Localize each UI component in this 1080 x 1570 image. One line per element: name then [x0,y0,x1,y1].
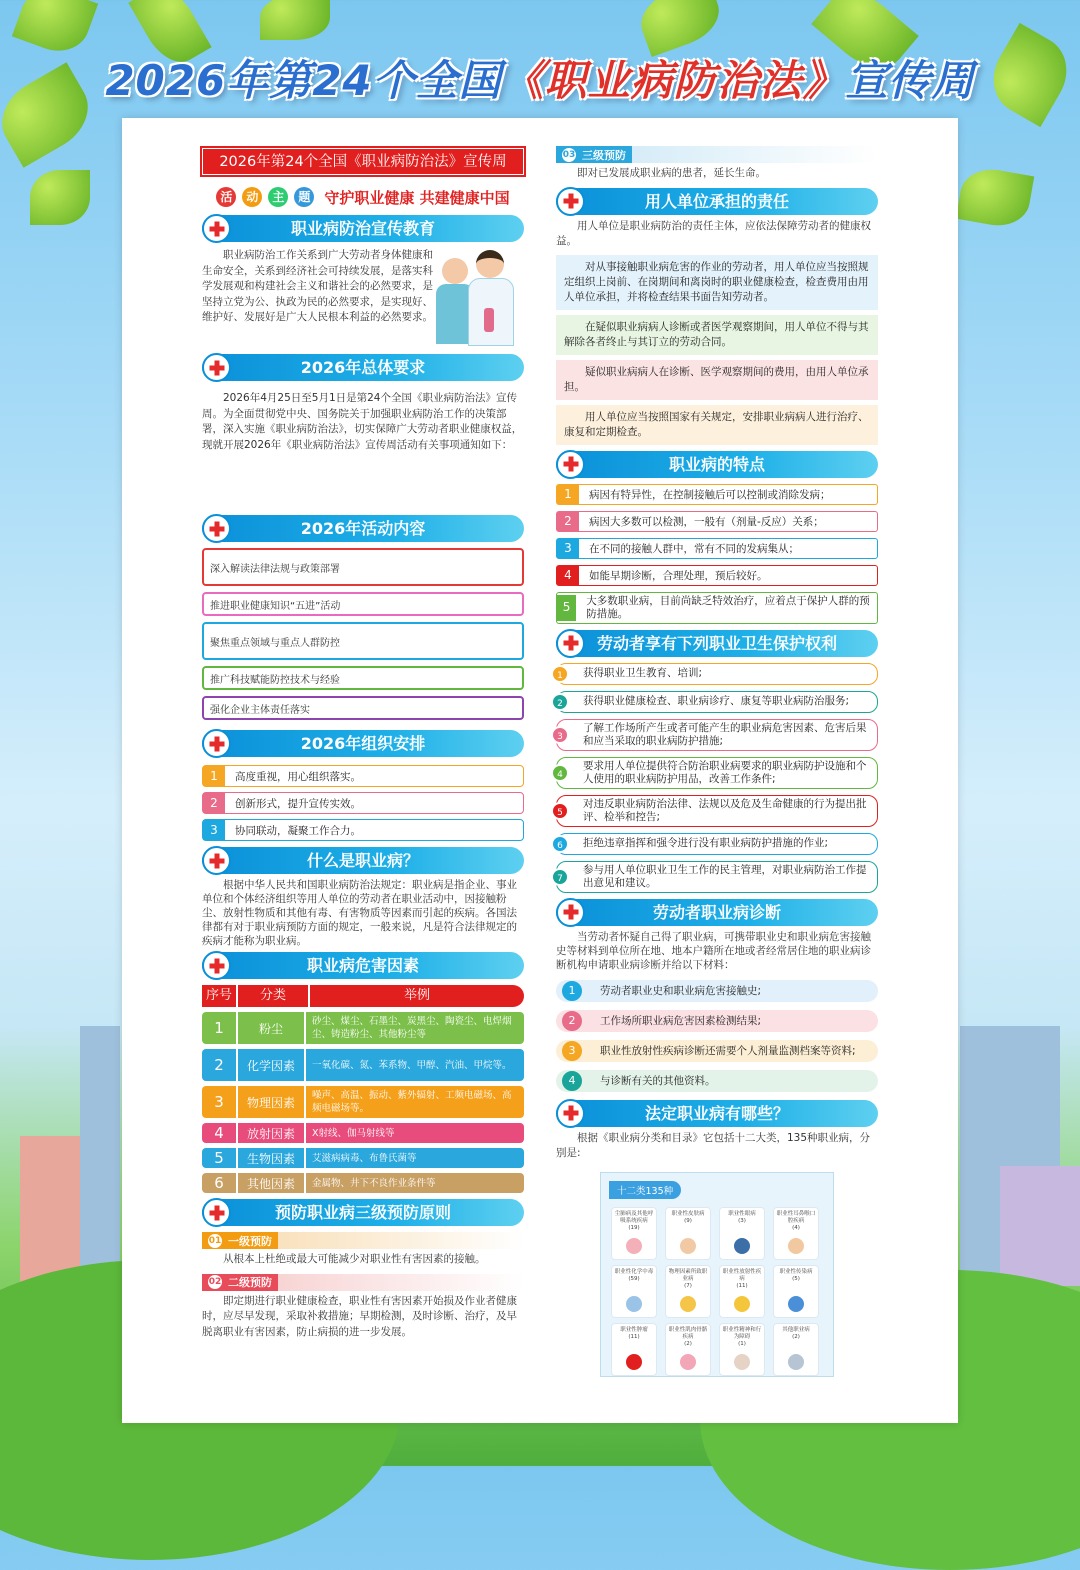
category-cell [665,1265,711,1318]
red-cross-icon [556,898,585,927]
section-header-education: 职业病防治宣传教育 [202,215,524,242]
content-item: 聚焦重点领域与重点人群防控 [202,622,524,660]
hazard-row: 1 粉尘 砂尘、煤尘、石墨尘、炭黑尘、陶瓷尘、电焊烟尘、铸造粉尘、其他粉尘等 [202,1012,524,1044]
right-column [556,118,878,1377]
category-cell [719,1265,765,1318]
theme-char: 主 [268,187,288,207]
category-cell [773,1323,819,1376]
red-cross-icon [556,450,585,479]
category-cell [719,1323,765,1376]
hazard-row: 3 物理因素 噪声、高温、振动、紫外辐射、工频电磁场、高频电磁场等。 [202,1086,524,1118]
hazard-row: 5 生物因素 艾滋病病毒、布鲁氏菌等 [202,1148,524,1168]
category-name: 职业性眼病 [728,1210,756,1217]
category-name: 职业性肿瘤 [620,1326,648,1333]
responsibility-item: 疑似职业病病人在诊断、医学观察期间的费用，由用人单位承担。 [556,360,878,400]
prevention-level-3-text: 即对已发展成职业病的患者，延长生命。 [577,167,766,179]
category-cell [773,1265,819,1318]
diagnosis-intro: 当劳动者怀疑自己得了职业病，可携带职业史和职业病危害接触史等材料到单位所在地、地本户籍所在地或者经常居住地的职业病诊断机构申请职业病诊断并给以下材料： [556,930,871,971]
feature-item: 1 病因有特异性，在控制接触后可以控制或消除发病； [556,484,878,505]
diagnosis-item: 4 与诊断有关的其他资料。 [556,1070,878,1092]
category-cell [611,1265,657,1318]
content-item: 推广科技赋能防控技术与经验 [202,666,524,690]
feature-item: 4 如能早期诊断，合理处理，预后较好。 [556,565,878,586]
category-cell [719,1207,765,1260]
right-item: 3 了解工作场所产生或者可能产生的职业病危害因素、危害后果和应当采取的职业病防护措施; [556,719,878,751]
category-name: 职业性精神和行为障碍 [722,1326,762,1340]
category-icon [680,1296,696,1312]
responsibility-item: 对从事接触职业病危害的作业的劳动者，用人单位应当按照规定组织上岗前、在岗期间和离岗时的职业健康检查，检查费用由用人单位承担，并将检查结果书面告知劳动者。 [556,255,878,310]
theme-char: 活 [216,187,236,207]
category-name: 职业性皮肤病 [671,1210,705,1217]
building-decoration [80,1026,120,1266]
red-cross-icon [202,214,231,243]
feature-item: 2 病因大多数可以检测，一般有（剂量-反应）关系； [556,511,878,532]
category-count: (2) [792,1333,800,1340]
responsibility-intro: 用人单位是职业病防治的责任主体，应依法保障劳动者的健康权益。 [556,219,871,247]
category-count: (3) [738,1217,746,1224]
hazard-table-header: 序号 分类 举例 [202,985,524,1007]
right-item: 4 要求用人单位提供符合防治职业病要求的职业病防护设施和个人使用的职业病防护用品，改善工作条件; [556,757,878,789]
category-name: 尘肺病及其他呼吸系统疾病 [614,1210,654,1224]
red-cross-icon [202,353,231,382]
category-icon [680,1238,696,1254]
category-count: (1) [738,1340,746,1347]
disease-category-panel [600,1172,834,1377]
category-grid [611,1207,819,1376]
category-icon [788,1354,804,1370]
right-item: 7 参与用人单位职业卫生工作的民主管理，对职业病防治工作提出意见和建议。 [556,861,878,893]
category-icon [626,1296,642,1312]
building-decoration [1000,1166,1080,1286]
diagnosis-item: 1 劳动者职业史和职业病危害接触史; [556,980,878,1002]
category-icon [680,1354,696,1370]
org-item: 3 协同联动，凝聚工作合力。 [202,819,524,841]
category-name: 物理因素所致职业病 [668,1268,708,1282]
legal-text: 根据《职业病分类和目录》它包括十二大类，135种职业病，分别是: [556,1131,871,1159]
feature-item: 5 大多数职业病，目前尚缺乏特效治疗，应着点于保护人群的预防措施。 [556,592,878,624]
hazard-row: 2 化学因素 一氧化碳、氮、苯系物、甲醇、汽油、甲烷等。 [202,1049,524,1081]
red-cross-icon [202,729,231,758]
prevention-level-2: 02 二级预防 [202,1274,524,1291]
category-cell [665,1207,711,1260]
left-column [202,118,524,1340]
prevention-level-3: 03 三级预防 [556,146,878,163]
right-item: 5 对违反职业病防治法律、法规以及危及生命健康的行为提出批评、检举和控告; [556,795,878,827]
red-cross-icon [202,846,231,875]
education-text: 职业病防治工作关系到广大劳动者身体健康和生命安全，关系到经济社会可持续发展，是落实科学发展观和构建社会主义和谐社会的必然要求，是坚持立党为公、执政为民的必然要求，是实现好、维护好、发展好是广大人民根本利益的必然要求。 [202,249,433,323]
category-count: (11) [736,1282,748,1289]
page-title: 2026年第24个全国《职业病防治法》宣传周 [105,56,975,105]
category-name: 其他职业病 [782,1326,810,1333]
category-icon [734,1296,750,1312]
hazard-row: 6 其他因素 金属物、井下不良作业条件等 [202,1173,524,1193]
red-cross-icon [556,1099,585,1128]
right-item: 6 拒绝违章指挥和强令进行没有职业病防护措施的作业; [556,833,878,855]
section-header-legal: 法定职业病有哪些？ [556,1100,878,1127]
feature-item: 3 在不同的接触人群中，常有不同的发病集从； [556,538,878,559]
responsibility-item: 用人单位应当按照国家有关规定，安排职业病病人进行治疗、康复和定期检查。 [556,405,878,445]
category-cell [611,1207,657,1260]
red-cross-icon [556,629,585,658]
category-icon [788,1296,804,1312]
section-header-prevention: 预防职业病三级预防原则 [202,1199,524,1226]
responsibility-item: 在疑似职业病病人诊断或者医学观察期间，用人单位不得与其解除各者终止与其订立的劳动合同。 [556,315,878,355]
theme-char: 动 [242,187,262,207]
category-count: (19) [628,1224,640,1231]
what-text: 根据中华人民共和国职业病防治法规定：职业病是指企业、事业单位和个体经济组织等用人单位的劳动者在职业活动中，因接触粉尘、放射性物质和其他有毒、有害物质等因素而引起的疾病。各国法律都有对于职业病预防方面的规定，一般来说，凡是符合法律规定的疾病才能称为职业病。 [202,879,517,947]
category-count: (4) [792,1224,800,1231]
category-count: (59) [628,1275,640,1282]
category-name: 职业性耳鼻喉口腔疾病 [776,1210,816,1224]
theme-char: 题 [294,187,314,207]
red-cross-icon [202,1198,231,1227]
section-header-rights: 劳动者享有下列职业卫生保护权利 [556,630,878,657]
category-cell [611,1323,657,1376]
red-cross-icon [556,187,585,216]
theme-line [202,185,524,209]
section-header-content: 2026年活动内容 [202,515,524,542]
content-item: 深入解读法律法规与政策部署 [202,548,524,586]
red-cross-icon [202,514,231,543]
category-icon [626,1354,642,1370]
prevention-level-1-text: 从根本上杜绝或最大可能减少对职业性有害因素的接触。 [223,1253,486,1265]
content-panel [122,118,958,1423]
category-icon [788,1238,804,1254]
right-item: 2 获得职业健康检查、职业病诊疗、康复等职业病防治服务; [556,691,878,713]
section-header-requirements: 2026年总体要求 [202,354,524,381]
category-name: 职业性肌肉骨骼疾病 [668,1326,708,1340]
category-icon [734,1354,750,1370]
doctors-illustration [434,248,520,348]
section-header-features: 职业病的特点 [556,451,878,478]
category-name: 职业性放射性疾病 [722,1268,762,1282]
category-count: (11) [628,1333,640,1340]
category-name: 职业性化学中毒 [614,1268,654,1275]
red-cross-icon [202,951,231,980]
banner: 2026年第24个全国《职业病防治法》宣传周 [202,148,524,175]
section-header-what: 什么是职业病？ [202,847,524,874]
prevention-level-1: 01 一级预防 [202,1232,524,1249]
category-count: (7) [684,1282,692,1289]
category-name: 职业性传染病 [779,1268,813,1275]
section-header-hazard: 职业病危害因素 [202,952,524,979]
content-item: 推进职业健康知识“五进”活动 [202,592,524,616]
leaf-decoration [956,164,1034,230]
right-item: 1 获得职业卫生教育、培训; [556,663,878,685]
category-count: (5) [792,1275,800,1282]
category-count-label: 十二类135种 [609,1181,681,1199]
category-count: (9) [684,1217,692,1224]
category-cell [773,1207,819,1260]
section-header-organization: 2026年组织安排 [202,730,524,757]
org-item: 1 高度重视，用心组织落实。 [202,765,524,787]
requirements-text: 2026年4月25日至5月1日是第24个全国《职业病防治法》宣传周。为全面贯彻党中央、国务院关于加强职业病防治工作的决策部署，深入实施《职业病防治法》，切实保障广大劳动者职业健康权益，现就开展2026年《职业病防治法》宣传周活动有关事项通知如下： [202,392,523,451]
section-header-diagnosis: 劳动者职业病诊断 [556,899,878,926]
hazard-row: 4 放射因素 X射线、伽马射线等 [202,1123,524,1143]
category-count: (2) [684,1340,692,1347]
category-icon [626,1238,642,1254]
theme-text: 守护职业健康 共建健康中国 [324,188,510,207]
category-cell [665,1323,711,1376]
prevention-level-2-text: 即定期进行职业健康检查，职业性有害因素开始损及作业者健康时，应尽早发现，采取补救措施；早期检测，及时诊断、治疗，及早脱离职业有害因素，防止病损的进一步发展。 [202,1294,517,1338]
section-header-responsibility: 用人单位承担的责任 [556,188,878,215]
diagnosis-item: 3 职业性放射性疾病诊断还需要个人剂量监测档案等资料; [556,1040,878,1062]
category-icon [734,1238,750,1254]
diagnosis-item: 2 工作场所职业病危害因素检测结果; [556,1010,878,1032]
leaf-decoration [30,170,90,225]
org-item: 2 创新形式，提升宣传实效。 [202,792,524,814]
content-item: 强化企业主体责任落实 [202,696,524,720]
leaf-decoration [260,0,330,40]
